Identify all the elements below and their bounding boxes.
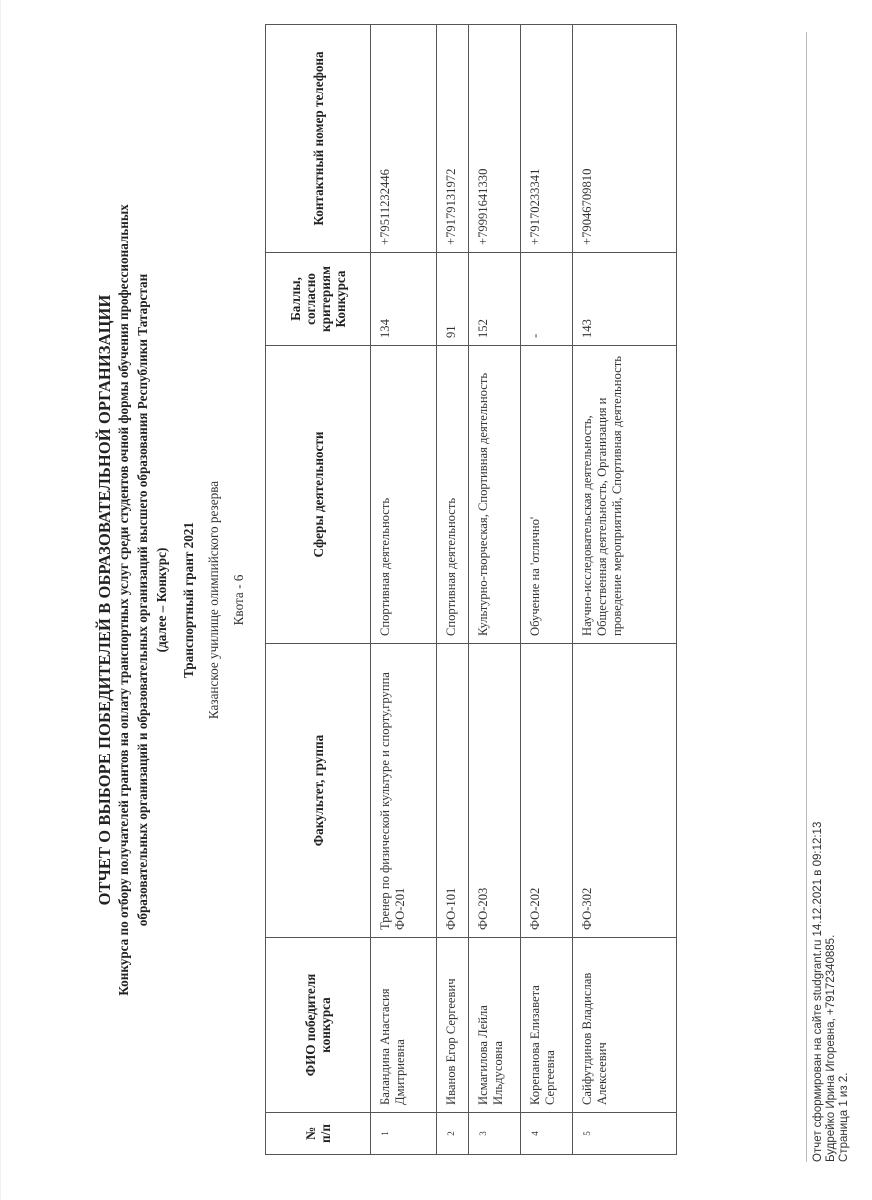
row-score: 143 <box>573 253 677 346</box>
report-title: ОТЧЕТ О ВЫБОРЕ ПОБЕДИТЕЛЕЙ В ОБРАЗОВАТЕЛЬНОЙ ОРГАНИЗАЦИИ <box>95 294 114 906</box>
footer-generated: Отчет сформирован на сайте studgrant.ru 14.12.2021 в 09:12:13 <box>812 821 824 1162</box>
header-spheres: Сферы деятельности <box>266 346 371 644</box>
header-num: № п/п <box>266 1113 371 1155</box>
row-spheres: Научно-исследовательская деятельность, Общественная деятельность, Организация и проведение мероприятий, Спортивная деятельность <box>573 346 677 644</box>
row-spheres: Спортивная деятельность <box>371 346 437 644</box>
footer-contact: Будрейко Ирина Игоревна, +79172340885. <box>825 934 837 1162</box>
row-score: - <box>521 253 573 346</box>
row-faculty: ФО-302 <box>573 644 677 938</box>
table-row <box>469 25 521 1155</box>
row-faculty: ФО-202 <box>521 644 573 938</box>
quota: Квота - 6 <box>231 574 246 626</box>
row-spheres: Спортивная деятельность <box>437 346 469 644</box>
report-subtitle-line3: (далее – Конкурс) <box>154 547 169 653</box>
row-score: 91 <box>437 253 469 346</box>
row-name: Исмагилова Лейла Ильдусовна <box>469 938 521 1113</box>
report-subtitle-line1: Конкурса по отбору получателей грантов на оплату транспортных услуг среди студентов очной формы обучения профессиональных <box>116 204 131 996</box>
row-faculty: ФО-101 <box>437 644 469 938</box>
header-faculty: Факультет, группа <box>266 644 371 938</box>
row-score: 152 <box>469 253 521 346</box>
table-row <box>437 25 469 1155</box>
row-phone: +79511232446 <box>371 25 437 253</box>
row-phone: +79991641330 <box>469 25 521 253</box>
row-num: 5 <box>573 1113 677 1155</box>
row-num: 1 <box>371 1113 437 1155</box>
table-row <box>521 25 573 1155</box>
report-footer <box>812 32 851 1162</box>
report-subtitle-line2: образовательных организаций и образовательных организаций высшего образования Республики Татарстан <box>135 273 150 927</box>
table-header-row <box>266 25 371 1155</box>
row-phone: +79046709810 <box>573 25 677 253</box>
table-row <box>573 25 677 1155</box>
row-name: Сайфутдинов Владислав Алексеевич <box>573 938 677 1113</box>
header-phone: Контактный номер телефона <box>266 25 371 253</box>
row-phone: +79170233341 <box>521 25 573 253</box>
row-faculty: Тренер по физической культуре и спорту,группа ФО-201 <box>371 644 437 938</box>
table-row <box>371 25 437 1155</box>
grant-name: Транспортный грант 2021 <box>181 522 196 678</box>
row-num: 2 <box>437 1113 469 1155</box>
row-name: Корепанова Елизавета Сергеевна <box>521 938 573 1113</box>
row-faculty: ФО-203 <box>469 644 521 938</box>
row-name: Иванов Егор Сергеевич <box>437 938 469 1113</box>
organization-name: Казанское училище олимпийского резерва <box>206 480 221 720</box>
row-spheres: Обучение на 'отлично' <box>521 346 573 644</box>
header-name: ФИО победителя конкурса <box>266 938 371 1113</box>
row-score: 134 <box>371 253 437 346</box>
row-name: Баландина Анастасия Дмитриевна <box>371 938 437 1113</box>
footer-page: Страница 1 из 2. <box>838 1072 850 1162</box>
header-score: Баллы, согласно критериям Конкурса <box>266 253 371 346</box>
report-heading <box>95 0 248 1200</box>
winners-table <box>265 24 677 1155</box>
footer-divider <box>806 32 807 1162</box>
row-num: 3 <box>469 1113 521 1155</box>
row-spheres: Культурно-творческая, Спортивная деятельность <box>469 346 521 644</box>
row-num: 4 <box>521 1113 573 1155</box>
row-phone: +79179131972 <box>437 25 469 253</box>
